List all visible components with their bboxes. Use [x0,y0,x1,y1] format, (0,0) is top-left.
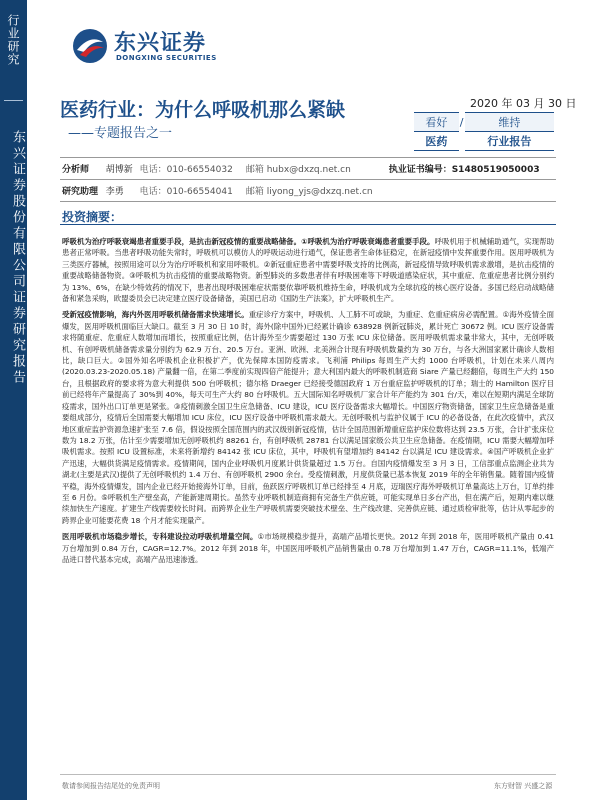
rating-label: 看好 [414,113,459,132]
report-title: 医药行业：为什么呼吸机那么紧缺 [60,99,346,121]
rating-table [414,112,554,151]
logo-mark-icon [72,28,108,64]
rating-separator: / [459,115,464,129]
summary-paragraph [62,531,554,565]
summary-body [62,236,554,570]
sidebar-category: 行业研究 [0,0,27,80]
paragraph-lead: 医用呼吸机市场稳步增长，专科建设拉动呼吸机增量空间。 [62,532,258,542]
sidebar-company: 东兴证券股份有限公司证券研究报告 [10,130,25,386]
sidebar [0,0,27,800]
summary-paragraph [62,236,554,304]
rating-industry: 医药 [414,132,459,151]
rating-report-type: 行业报告 [465,132,554,151]
analyst-email[interactable]: 邮箱 liyong_yjs@dxzq.net.cn [244,180,387,202]
logo-name-en: DONGXING SECURITIES [116,54,217,62]
footer-slogan: 东方财智 兴盛之源 [494,782,553,790]
logo-name-cn: 东兴证券 [114,31,207,56]
paragraph-lead: 呼吸机为治疗呼吸衰竭患者重要手段，是抗击新冠疫情的重要战略储备。①呼吸机为治疗呼吸衰竭患者重要手段。 [62,237,435,246]
rating-status: 维持 [465,113,554,132]
analyst-cert [387,180,556,202]
paragraph-text: 呼吸机用于机械辅助通气，实现帮助患者正常呼吸。当患者呼吸功能失常时，呼吸机可以模仿人的呼吸运动进行通气，保证患者生命体征稳定，在新冠疫情中发挥重要作用。医用呼吸机为三类医疗器械，按照用途可以分为治疗呼吸机和家用呼吸机。②新冠重症患者中需要呼吸支持的比例高，新冠疫情导致呼吸机需求激增，是抗击疫情的重要战略储备物资。③呼吸机为抗击疫情的重要战略物资。新型肺炎的多数患者伴有呼吸困难等下呼吸道感染症状，其中重症、危重症患者比例分别约为 13%、6%，在缺少特效药的情况下，患者出现呼吸困难症状需要依靠呼吸机维持生命，呼吸机成为全球抗疫的核心医疗设备。多国已经启动战略储备和紧急采购，欧盟委员会已决定建立医疗设备储备，美国已启动《国防生产法案》，扩大呼吸机生产。 [62,237,554,304]
company-logo [72,24,252,70]
paragraph-text: 重症诊疗方案中，呼吸机、人工肺不可或缺，为重症、危重症病房必需配置。①海外疫情全面爆发，医用呼吸机面临巨大缺口。截至 3 月 30 日 10 时，海外(除中国外)已经累计确诊 638928 例新冠肺炎，累计死亡 30672 例。ICU 医疗设备需求将随重症、危重症人数增加而增长，按照重症比例，估计海外至少需要超过 130 万张 ICU 床位储备。医用呼吸机需求量非常大，其中，无创呼吸机、有创呼吸机储备需求量分别约为 62.9 万台、20.5 万台。亚洲、欧洲、北美洲合计现有呼吸机数量约为 30 万台，与各大洲国家累计确诊人数相比，缺口巨大。②国外知名呼吸机企业积极扩产，优先保障本国防疫需求。飞利浦 Philips 每周生产大约 1000 台呼吸机，计划在未来八周内 (2020.03.23-2020.05.18) 产量翻一倍，在第二季度前实现四倍产能提升；意大利国内最大的呼吸机制造商 Siare 产量已经翻倍，每周生产大约 150 台，且根据政府的要求将为意大利提供 500 台呼吸机；德尔格 Draeger 已经接受德国政府 1 万台重症监护呼吸机的订单；瑞士的 Hamilton 医疗目前已经将年产量提高了 30%到 40%，每天可生产大约 80 台呼吸机。五大国际知名呼吸机厂家合计年产能约为 301 台/天，难以在短期内满足全球防疫需求，国外出口订单更是紧张。③疫情刺激全国卫生应急储备、ICU 建设，ICU 医疗设备需求大幅增长。中国医疗物资储备，国家卫生应急储备是重要组成部分，疫情后全国需要大幅增加 ICU 床位，ICU 医疗设备中呼吸机需求最大。无创呼吸机与监护仪属于 ICU 的必备设备，在此次疫情中，武汉地区重症监护资源急速扩张至 7.6 倍，假设按照全国范围内的武汉级别新冠疫情，估计全国范围新增重症监护床位数将达到 23.5 万张，合计扩张床位数为 18.2 万张，估计至少需要增加无创呼吸机约 88261 台，有创呼吸机 28781 台以满足国家级公共卫生应急储备。在疫情期，ICU 需要大幅增加呼吸机需求。按照 ICU 设置标准，未来将新增约 84142 张 ICU 床位，其中，呼吸机有望增加约 84142 台以满足 ICU 建设需求。④国产呼吸机企业扩产迅速，大幅供货满足疫情需求。疫情期间，国内企业呼吸机月度累计供货量超过 1.5 万台。自国内疫情爆发至 3 月 3 日，工信部重点监测企业共为湖北(主要是武汉)提供了无创呼吸机约 1.4 万台、有创呼吸机 2900 余台。受疫情刺激，月度供货量已基本恢复 2019 年的全年销售量。随着国内疫情平稳，海外疫情爆发，国内企业已经开始接海外订单，目前，鱼跃医疗呼吸机订单已经排至 4 月底，迈瑞医疗海外呼吸机订单量高达上万台，订单约排至 6 月份。⑤呼吸机生产壁垒高，产能新建周期长。虽然专业呼吸机制造商拥有完备生产供应链，可能实现单日多台产出，但在满产后，短期内难以继续加快生产速度。扩建生产线需要较长时间。而跨界企业生产呼吸机需要突破技术壁垒、生产线改建、完善供应链、通过质检审批等，估计从零起步的跨界企业可能要花费 18 个月才能实现量产。 [62,310,554,525]
analyst-role: 分析师 [60,158,104,180]
analyst-email[interactable]: 邮箱 hubx@dxzq.net.cn [244,158,387,180]
analyst-row [60,180,556,202]
analyst-cert: 执业证书编号：S1480519050003 [387,158,556,180]
analyst-phone: 电话：010-66554032 [138,158,244,180]
summary-divider [60,224,556,225]
analyst-name: 李勇 [104,180,138,202]
paragraph-lead: 受新冠疫情影响，海内外医用呼吸机储备需求快速增长。 [62,310,249,320]
footer-disclaimer: 敬请参阅报告结尾处的免责声明 [62,782,160,790]
analyst-row [60,158,556,180]
sidebar-divider [4,100,23,101]
report-date: 2020 年 03 月 30 日 [470,97,577,110]
report-subtitle: ——专题报告之一 [68,126,173,141]
analyst-role: 研究助理 [60,180,104,202]
analyst-table [60,157,556,202]
paragraph-text: ①市场规模稳步提升，高端产品增长更快。2012 年到 2018 年，医用呼吸机产量由 0.41 万台增加到 0.84 万台，CAGR=12.7%。2012 年到 2018 年，中国医用呼吸机产品销售量由 0.78 万台增加到 1.47 万台，CAGR=11.1%，低端产品进口替代基本完成，高端产品迅速渗透。 [62,532,554,564]
summary-paragraph [62,309,554,526]
footer-divider [60,774,556,775]
analyst-phone: 电话：010-66554041 [138,180,244,202]
analyst-name: 胡博新 [104,158,138,180]
summary-title: 投资摘要： [62,210,123,224]
